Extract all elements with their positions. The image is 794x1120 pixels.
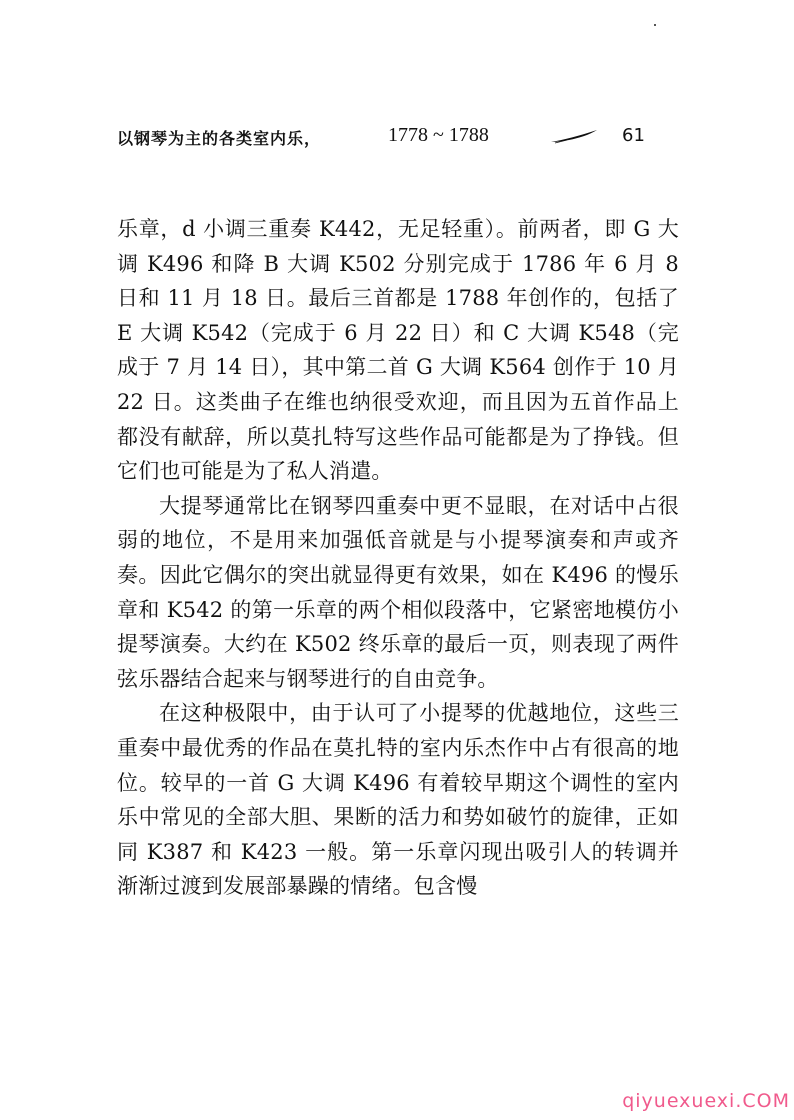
quill-ornament-icon [549, 128, 599, 144]
paragraph-cello: 大提琴通常比在钢琴四重奏中更不显眼，在对话中占很弱的地位，不是用来加强低音就是与小提琴演奏和声或齐奏。因此它偶尔的突出就显得更有效果，如在 K496 的慢乐章和 K542 的第一乐章的两个相似段落中，它紧密地模仿小提琴演奏。大约在 K502 终乐章的最后一页，则表现了两件弦乐器结合起来与钢琴进行的自由竞争。 [117, 493, 679, 691]
body-text [117, 212, 679, 904]
scan-speck [654, 24, 656, 26]
paragraph-trios: 在这种极限中，由于认可了小提琴的优越地位，这些三重奏中最优秀的作品在莫扎特的室内乐杰作中占有很高的地位。较早的一首 G 大调 K496 有着较早期这个调性的室内乐中常见的全部大胆、果断的活力和势如破竹的旋律，正如同 K387 和 K423 一般。第一乐章闪现出吸引人的转调并渐渐过渡到发展部暴躁的情绪。包含慢 [117, 701, 679, 899]
header-title: 以钢琴为主的各类室内乐， [117, 129, 322, 148]
site-watermark: qiyuexuexi.COM [622, 1090, 790, 1112]
header-years: 1778 ~ 1788 [388, 124, 489, 146]
page-number: 61 [622, 125, 645, 146]
paragraph-continued: 乐章，d 小调三重奏 K442，无足轻重）。前两者，即 G 大调 K496 和降 B 大调 K502 分别完成于 1786 年 6 月 8 日和 11 月 18 日。最后三首都是 1788 年创作的，包括了 E 大调 K542（完成于 6 月 22 日）和 C 大调 K548（完成于 7 月 14 日），其中第二首 G 大调 K564 创作于 10 月 22 日。这类曲子在维也纳很受欢迎，而且因为五首作品上都没有献辞，所以莫扎特写这些作品可能都是为了挣钱。但它们也可能是为了私人消遣。 [117, 217, 679, 484]
running-header [117, 124, 657, 150]
